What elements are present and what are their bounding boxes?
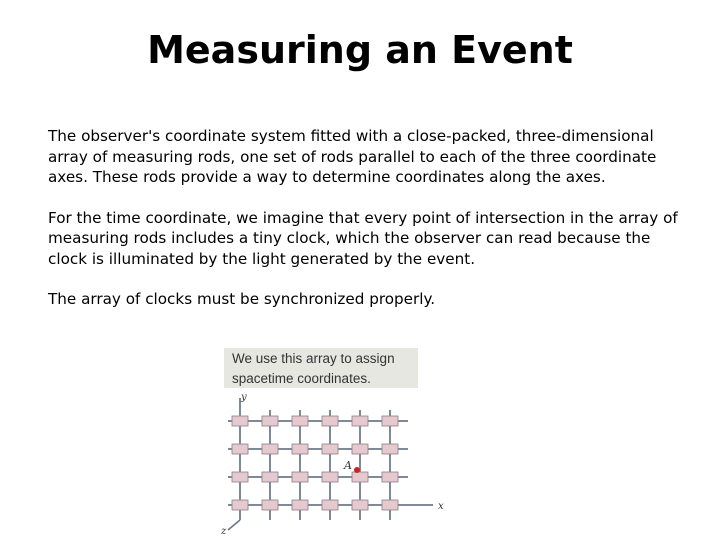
clock-icon [382,500,398,510]
clock-icon [292,500,308,510]
event-point [354,467,360,473]
clock-icon [322,500,338,510]
clock-icon [322,444,338,454]
clock-icon [262,444,278,454]
clock-icon [262,416,278,426]
axis-label-z: z [221,526,227,535]
clock-icon [232,444,248,454]
clock-icon [232,472,248,482]
clock-icon [322,416,338,426]
clock-icon [352,416,368,426]
rod-grid [218,340,458,535]
z-axis-line [228,520,240,530]
clock-icon [232,500,248,510]
axis-label-y: y [241,392,247,403]
clock-icon [352,472,368,482]
clock-icon [262,472,278,482]
body-text [48,126,688,330]
clock-array-figure [218,340,458,535]
caption-line-2: spacetime coordinates. [232,371,371,386]
clock-icon [292,472,308,482]
clock-nodes [232,416,398,510]
clock-icon [292,416,308,426]
paragraph-coordinate-system: The observer's coordinate system fitted with a close-packed, three-dimensional array of measuring rods, one set of rods parallel to each of the three coordinate axes. These rods provide a way to determine coordinates along the axes. [48,127,657,186]
paragraph-synchronization: The array of clocks must be synchronized properly. [48,290,436,308]
page-title: Measuring an Event [147,28,573,72]
caption-line-1: We use this array to assign [232,351,395,366]
clock-icon [382,416,398,426]
clock-icon [352,444,368,454]
clock-icon [292,444,308,454]
clock-icon [322,472,338,482]
clock-icon [352,500,368,510]
paragraph-time-coordinate: For the time coordinate, we imagine that every point of intersection in the array of measuring rods includes a tiny clock, which the observer can read because the clock is illuminated by the light generated by the event. [48,208,678,268]
clock-icon [232,416,248,426]
clock-icon [382,472,398,482]
axis-label-x: x [438,501,444,512]
clock-icon [262,500,278,510]
event-label: A [344,459,352,472]
clock-icon [382,444,398,454]
